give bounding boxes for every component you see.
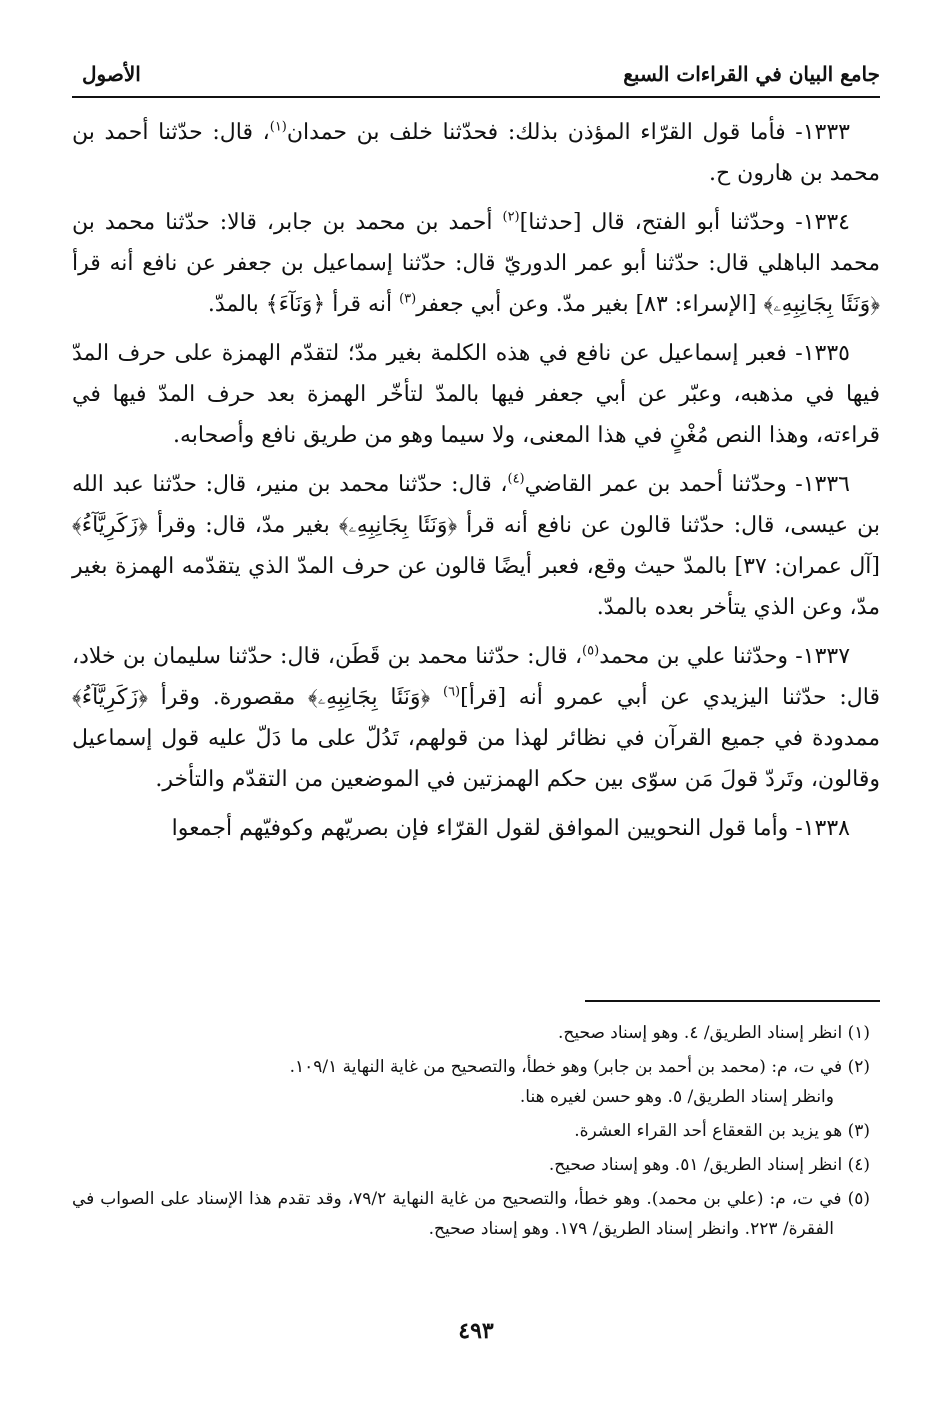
footnote-text: انظر إسناد الطريق/ ٥١. وهو إسناد صحيح. xyxy=(548,1155,843,1175)
paragraph-text: ﴿وَنَئَا بِجَانِبِهِۦ﴾ مقصورة. وقرأ ﴿زَكَرِيَّآءُ﴾ ممدودة في جميع القرآن في نظائر لهذا من قولهم، تَدُلّ على ما دَلّ عليه قول إسماعيل وقالون، وتَردّ قولَ مَن سوّى بين حكم الهمزتين في الموضعين من التقدّم والتأخر. xyxy=(72,685,880,792)
paragraph-text: أنه قرأ ﴿وَنَآءَ﴾ بالمدّ. xyxy=(207,292,400,317)
footnotes xyxy=(72,1018,880,1248)
footnote-5 xyxy=(72,1184,880,1244)
paragraph-1334 xyxy=(72,202,880,325)
footnote-text: في ت، م: (محمد بن أحمد بن جابر) وهو خطأ، والتصحيح من غاية النهاية ١٠٩/١. xyxy=(289,1057,843,1077)
footnote-divider xyxy=(585,1000,880,1002)
paragraph-text: ١٣٣٥- فعبر إسماعيل عن نافع في هذه الكلمة بغير مدّ؛ لتقدّم الهمزة على حرف المدّ فيها في مذهبه، وعبّر عن أبي جعفر فيها بالمدّ لتأخّر الهمزة بعد حرف المدّ فيها في قراءته، وهذا النص مُغْنٍ في هذا المعنى، ولا سيما وهو من طريق نافع وأصحابه. xyxy=(72,341,880,448)
footnote-ref: (٥) xyxy=(582,643,600,659)
paragraph-1335 xyxy=(72,333,880,456)
section-title: الأصول xyxy=(82,62,141,86)
paragraph-1336 xyxy=(72,464,880,628)
footnote-text: انظر إسناد الطريق/ ٤. وهو إسناد صحيح. xyxy=(557,1023,843,1043)
footnote-label: (٣) xyxy=(847,1121,870,1141)
paragraph-1338 xyxy=(72,808,880,849)
paragraph-text: ، قال: حدّثنا محمد بن منير، قال: حدّثنا عبد الله بن عيسى، قال: حدّثنا قالون عن نافع أنه قرأ ﴿وَنَئَا بِجَانِبِهِۦ﴾ بغير مدّ، قال: وقرأ ﴿زَكَرِيَّآءُ﴾ [آل عمران: ٣٧] بالمدّ حيث وقع، فعبر أيضًا قالون عن حرف المدّ الذي يتقدّمه الهمزة بغير مدّ، وعن الذي يتأخر بعده بالمدّ. xyxy=(72,472,880,620)
footnote-3 xyxy=(72,1116,880,1146)
page-header xyxy=(72,52,880,98)
footnote-text: في ت، م: (علي بن محمد). وهو خطأ، والتصحيح من غاية النهاية ٧٩/٢، وقد تقدم هذا الإسناد على الصواب في الفقرة/ ٢٢٣. وانظر إسناد الطريق/ ١٧٩. وهو إسناد صحيح. xyxy=(72,1189,842,1239)
footnote-4 xyxy=(72,1150,880,1180)
footnote-text: هو يزيد بن القعقاع أحد القراء العشرة. xyxy=(574,1121,843,1141)
paragraph-1337 xyxy=(72,636,880,800)
page-number: ٤٩٣ xyxy=(458,1318,494,1344)
footnote-text-continued: وانظر إسناد الطريق/ ٥. وهو حسن لغيره هنا. xyxy=(519,1087,834,1107)
footnote-label: (٤) xyxy=(847,1155,870,1175)
footnote-ref: (٤) xyxy=(507,471,525,487)
footnote-ref: (٢) xyxy=(502,209,520,225)
paragraph-text: ١٣٣٧- وحدّثنا علي بن محمد xyxy=(599,644,851,669)
paragraph-text: ١٣٣٣- فأما قول القرّاء المؤذن بذلك: فحدّثنا خلف بن حمدان xyxy=(286,120,850,145)
paragraph-text: ١٣٣٨- وأما قول النحويين الموافق لقول القرّاء فإن بصريّهم وكوفيّهم أجمعوا xyxy=(171,816,850,841)
paragraph-text: ، قال: حدّثنا محمد بن قَطَن، قال: حدّثنا سليمان بن خلاد، قال: حدّثنا اليزيدي عن أبي عمرو أنه [قرأ] xyxy=(72,644,880,710)
paragraph-text: أحمد بن محمد بن جابر، قالا: حدّثنا محمد بن محمد الباهلي قال: حدّثنا أبو عمر الدوريّ قال: حدّثنا إسماعيل بن جعفر عن نافع أنه قرأ ﴿وَنَئَا بِجَانِبِهِۦ﴾ [الإسراء: ٨٣] بغير مدّ. وعن أبي جعفر xyxy=(72,210,880,317)
footnote-ref: (٣) xyxy=(399,291,417,307)
main-text xyxy=(72,112,880,857)
paragraph-text: ، قال: حدّثنا أحمد بن محمد بن هارون ح. xyxy=(72,120,880,186)
footnote-label: (٥) xyxy=(847,1189,870,1209)
footnote-2 xyxy=(72,1052,880,1112)
paragraph-1333 xyxy=(72,112,880,194)
footnote-label: (١) xyxy=(847,1023,870,1043)
book-title: جامع البيان في القراءات السبع xyxy=(623,62,880,86)
paragraph-text: ١٣٣٤- وحدّثنا أبو الفتح، قال [حدثنا] xyxy=(519,210,850,235)
footnote-1 xyxy=(72,1018,880,1048)
footnote-ref: (١) xyxy=(269,119,287,135)
footnote-label: (٢) xyxy=(847,1057,870,1077)
footnote-ref: (٦) xyxy=(442,684,461,700)
paragraph-text: ١٣٣٦- وحدّثنا أحمد بن عمر القاضي xyxy=(524,472,850,497)
